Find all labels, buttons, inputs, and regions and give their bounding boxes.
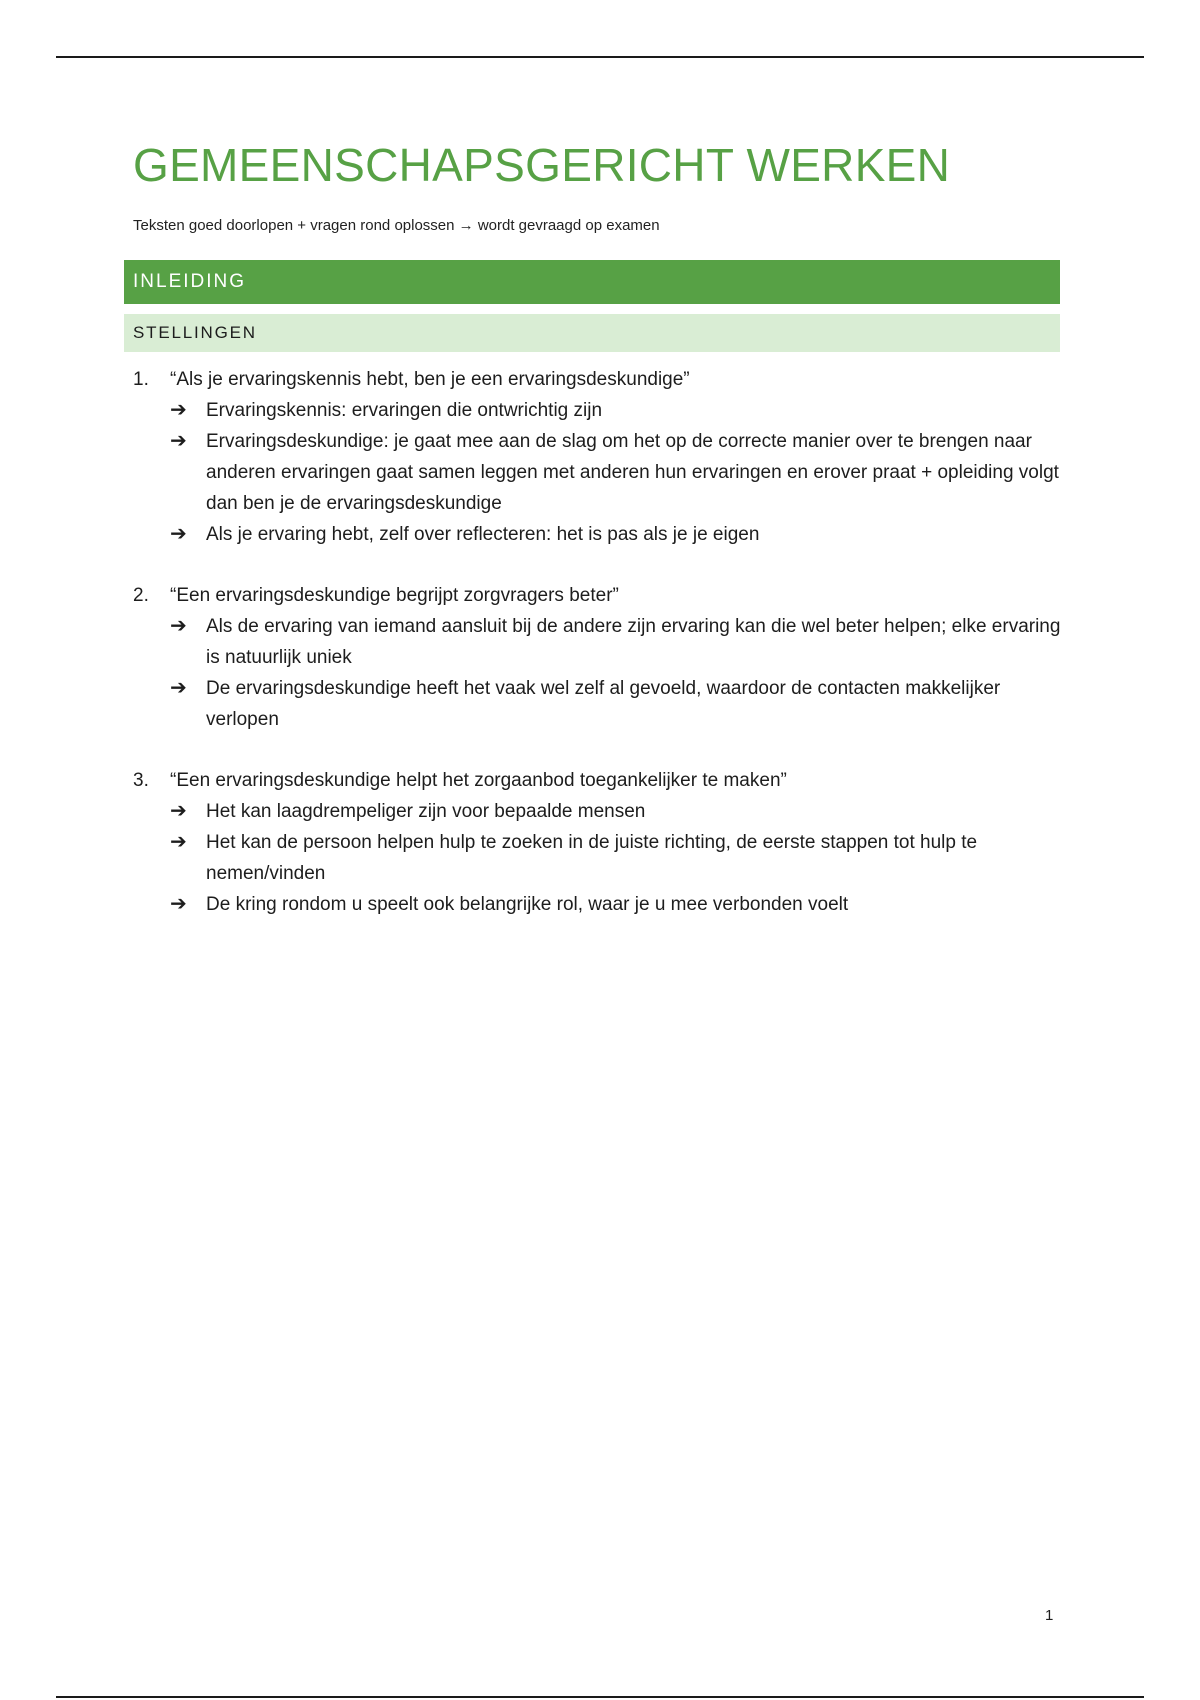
statement-text: “Een ervaringsdeskundige begrijpt zorgvragers beter” xyxy=(170,584,619,606)
statement-item xyxy=(133,364,1068,550)
statement-number: 1. xyxy=(133,368,149,390)
section-heading-inleiding xyxy=(124,260,1060,304)
arrow-icon: ➔ xyxy=(170,892,187,915)
section-heading-label: INLEIDING xyxy=(133,270,247,292)
arrow-icon: ➔ xyxy=(170,429,187,452)
arrow-icon: ➔ xyxy=(170,799,187,822)
bullet-item xyxy=(170,611,1068,673)
bullet-item xyxy=(170,395,1068,426)
statement-bullets xyxy=(170,796,1068,920)
statement-bullets xyxy=(170,395,1068,550)
subsection-heading-label: STELLINGEN xyxy=(133,322,257,342)
document-subtitle: Teksten goed doorlopen + vragen rond oplossen → wordt gevraagd op examen xyxy=(133,216,660,234)
arrow-icon: ➔ xyxy=(170,676,187,699)
arrow-icon: ➔ xyxy=(170,830,187,853)
statement-heading xyxy=(133,364,1068,395)
statement-text: “Een ervaringsdeskundige helpt het zorgaanbod toegankelijker te maken” xyxy=(170,769,787,791)
statement-item xyxy=(133,765,1068,920)
bullet-text: Het kan laagdrempeliger zijn voor bepaalde mensen xyxy=(206,800,646,822)
bullet-item xyxy=(170,426,1068,519)
bullet-item xyxy=(170,673,1068,735)
bullet-text: De kring rondom u speelt ook belangrijke rol, waar je u mee verbonden voelt xyxy=(206,893,849,915)
statement-text: “Als je ervaringskennis hebt, ben je een ervaringsdeskundige” xyxy=(170,368,690,390)
bullet-text: Ervaringskennis: ervaringen die ontwrichtig zijn xyxy=(206,399,603,421)
bullet-item xyxy=(170,827,1068,889)
header-rule xyxy=(56,56,1144,58)
arrow-icon: ➔ xyxy=(170,398,187,421)
bullet-text: Ervaringsdeskundige: je gaat mee aan de slag om het op de correcte manier over te brengen naar anderen ervaringen gaat samen leggen met anderen hun ervaringen en erover praat + opleiding volgt dan ben je de ervaringsdeskundige xyxy=(206,430,1059,514)
statement-number: 2. xyxy=(133,584,149,606)
statement-heading xyxy=(133,580,1068,611)
statement-heading xyxy=(133,765,1068,796)
arrow-icon: ➔ xyxy=(170,522,187,545)
document-body xyxy=(133,140,1068,950)
statement-number: 3. xyxy=(133,769,149,791)
footer-rule xyxy=(56,1696,1144,1698)
bullet-text: Als de ervaring van iemand aansluit bij de andere zijn ervaring kan die wel beter helpen; elke ervaring is natuurlijk uniek xyxy=(206,615,1061,668)
page-number: 1 xyxy=(1045,1607,1054,1624)
bullet-text: De ervaringsdeskundige heeft het vaak wel zelf al gevoeld, waardoor de contacten makkelijker verlopen xyxy=(206,677,1001,730)
bullet-item xyxy=(170,796,1068,827)
bullet-text: Als je ervaring hebt, zelf over reflecteren: het is pas als je je eigen xyxy=(206,523,760,545)
bullet-text: Het kan de persoon helpen hulp te zoeken in de juiste richting, de eerste stappen tot hulp te nemen/vinden xyxy=(206,831,978,884)
bullet-item xyxy=(170,889,1068,920)
arrow-icon: ➔ xyxy=(170,614,187,637)
subsection-heading-stellingen xyxy=(124,314,1060,352)
statement-item xyxy=(133,580,1068,735)
document-title: GEMEENSCHAPSGERICHT WERKEN xyxy=(133,139,951,191)
statement-bullets xyxy=(170,611,1068,735)
bullet-item xyxy=(170,519,1068,550)
statements-list xyxy=(133,364,1068,920)
